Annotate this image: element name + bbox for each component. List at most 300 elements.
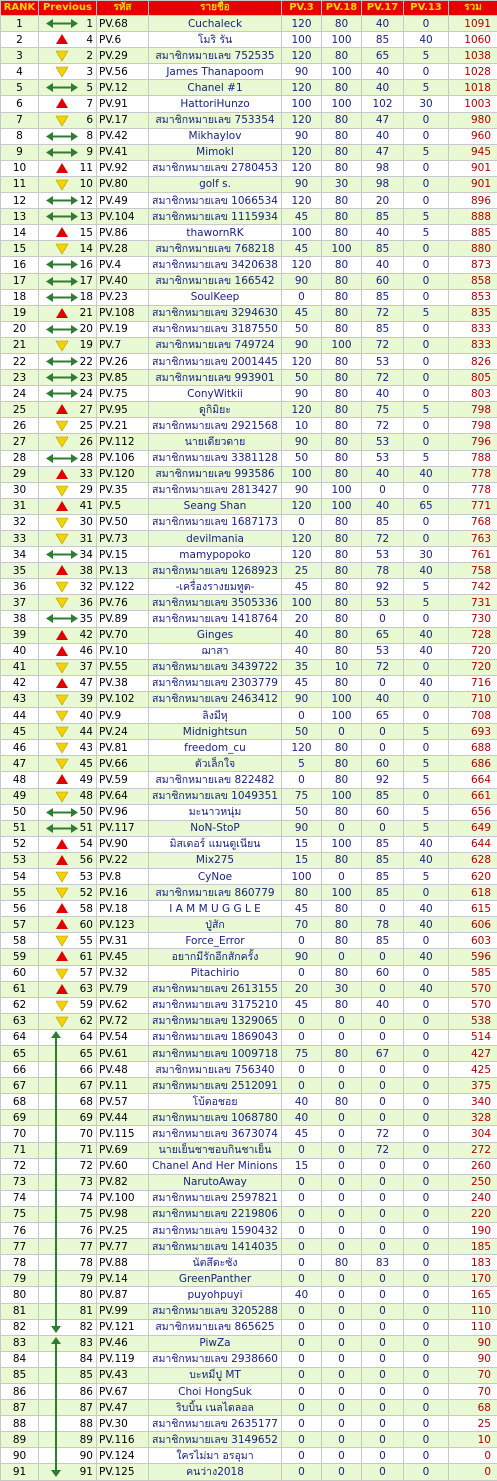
rank-down-arrow-icon: [45, 113, 79, 128]
code-cell: PV.18: [97, 901, 149, 917]
rank-cell: 6: [1, 96, 39, 112]
name-cell: golf s.: [149, 176, 282, 192]
previous-rank: 18: [80, 291, 93, 303]
pv17-cell: 0: [362, 1319, 404, 1335]
name-cell: สมาชิกหมายเลข 860779: [149, 885, 282, 901]
pv13-cell: 40: [404, 981, 449, 997]
rank-down-arrow-icon: [45, 756, 79, 771]
unchanged-span-arrow-icon: [49, 1031, 63, 1333]
pv18-cell: 80: [322, 643, 362, 659]
pv13-cell: 5: [404, 756, 449, 772]
table-row: [1, 482, 497, 498]
previous-cell: [39, 531, 97, 547]
code-cell: PV.6: [97, 32, 149, 48]
rank-same-arrow-icon: [45, 547, 79, 562]
total-cell: 686: [449, 756, 497, 772]
previous-rank: 69: [80, 1112, 93, 1124]
previous-cell: [39, 901, 97, 917]
previous-cell: [39, 804, 97, 820]
table-row: [1, 1239, 497, 1255]
pv13-cell: 5: [404, 450, 449, 466]
pv13-cell: 40: [404, 466, 449, 482]
rank-cell: 16: [1, 257, 39, 273]
total-cell: 427: [449, 1046, 497, 1062]
pv17-cell: 40: [362, 225, 404, 241]
previous-rank: 85: [80, 1369, 93, 1381]
previous-cell: [39, 1078, 97, 1094]
table-row: [1, 756, 497, 772]
code-cell: PV.24: [97, 724, 149, 740]
pv13-cell: 0: [404, 1464, 449, 1480]
total-cell: 716: [449, 675, 497, 691]
code-cell: PV.50: [97, 514, 149, 530]
previous-rank: 9: [86, 146, 93, 158]
pv13-cell: 40: [404, 32, 449, 48]
name-cell: อยากมีรักอีกสักครั้ง: [149, 949, 282, 965]
code-cell: PV.59: [97, 772, 149, 788]
rank-down-arrow-icon: [45, 933, 79, 948]
total-cell: 0: [449, 1448, 497, 1464]
pv17-cell: 40: [362, 257, 404, 273]
pv17-cell: 65: [362, 708, 404, 724]
previous-rank: 3: [86, 66, 93, 78]
pv17-cell: 53: [362, 643, 404, 659]
code-cell: PV.43: [97, 1367, 149, 1383]
previous-cell: [39, 1432, 97, 1448]
previous-cell: [39, 788, 97, 804]
pv3-cell: 0: [282, 1062, 322, 1078]
previous-rank: 29: [80, 484, 93, 496]
rank-down-arrow-icon: [45, 966, 79, 981]
rank-same-arrow-icon: [45, 257, 79, 272]
name-cell: ลิงมีหุ: [149, 708, 282, 724]
pv17-cell: 85: [362, 32, 404, 48]
pv13-cell: 0: [404, 1383, 449, 1399]
table-row: [1, 498, 497, 514]
previous-rank: 35: [80, 613, 93, 625]
previous-rank: 31: [80, 533, 93, 545]
previous-rank: 87: [80, 1402, 93, 1414]
total-cell: 260: [449, 1158, 497, 1174]
total-cell: 585: [449, 965, 497, 981]
table-row: [1, 209, 497, 225]
name-cell: สมาชิกหมายเลข 822482: [149, 772, 282, 788]
pv3-cell: 0: [282, 1351, 322, 1367]
table-row: [1, 32, 497, 48]
rank-cell: 2: [1, 32, 39, 48]
table-row: [1, 1319, 497, 1335]
pv17-cell: 40: [362, 997, 404, 1013]
total-cell: 945: [449, 144, 497, 160]
pv17-cell: 0: [362, 1432, 404, 1448]
previous-cell: [39, 740, 97, 756]
table-row: [1, 965, 497, 981]
table-row: [1, 1255, 497, 1271]
pv13-cell: 0: [404, 1094, 449, 1110]
pv3-cell: 45: [282, 1126, 322, 1142]
pv3-cell: 0: [282, 514, 322, 530]
pv3-cell: 50: [282, 321, 322, 337]
pv3-cell: 45: [282, 579, 322, 595]
previous-cell: [39, 257, 97, 273]
rank-up-arrow-icon: [45, 982, 79, 997]
pv13-cell: 0: [404, 1078, 449, 1094]
pv17-cell: 0: [362, 981, 404, 997]
code-cell: PV.35: [97, 482, 149, 498]
rank-up-arrow-icon: [45, 161, 79, 176]
pv17-cell: 98: [362, 160, 404, 176]
name-cell: สมาชิกหมายเลข 2813427: [149, 482, 282, 498]
pv18-cell: 100: [322, 32, 362, 48]
pv17-cell: 75: [362, 402, 404, 418]
name-cell: มิสเตอร์ แมนดูเนียน: [149, 836, 282, 852]
pv13-cell: 5: [404, 724, 449, 740]
code-cell: PV.112: [97, 434, 149, 450]
pv3-cell: 0: [282, 1078, 322, 1094]
code-cell: PV.46: [97, 1335, 149, 1351]
pv18-cell: 80: [322, 514, 362, 530]
table-row: [1, 1367, 497, 1383]
rank-cell: 8: [1, 128, 39, 144]
table-row: [1, 1271, 497, 1287]
pv17-cell: 0: [362, 820, 404, 836]
code-cell: PV.40: [97, 273, 149, 289]
rank-up-arrow-icon: [45, 467, 79, 482]
previous-rank: 40: [80, 710, 93, 722]
previous-cell: [39, 16, 97, 32]
pv17-cell: 0: [362, 1223, 404, 1239]
col-name: รายชื่อ: [149, 1, 282, 16]
pv18-cell: 0: [322, 1029, 362, 1045]
pv17-cell: 67: [362, 1046, 404, 1062]
pv18-cell: 80: [322, 595, 362, 611]
total-cell: 90: [449, 1351, 497, 1367]
pv13-cell: 0: [404, 933, 449, 949]
previous-cell: [39, 1383, 97, 1399]
previous-rank: 8: [86, 130, 93, 142]
total-cell: 796: [449, 434, 497, 450]
rank-cell: 78: [1, 1255, 39, 1271]
pv17-cell: 40: [362, 80, 404, 96]
pv3-cell: 0: [282, 1448, 322, 1464]
rank-up-arrow-icon: [45, 96, 79, 111]
pv17-cell: 85: [362, 868, 404, 884]
total-cell: 596: [449, 949, 497, 965]
previous-cell: [39, 1190, 97, 1206]
pv17-cell: 40: [362, 498, 404, 514]
pv17-cell: 0: [362, 482, 404, 498]
pv17-cell: 0: [362, 1287, 404, 1303]
rank-down-arrow-icon: [45, 241, 79, 256]
total-cell: 710: [449, 691, 497, 707]
total-cell: 1028: [449, 64, 497, 80]
rank-cell: 15: [1, 241, 39, 257]
rank-same-arrow-icon: [45, 274, 79, 289]
previous-cell: [39, 176, 97, 192]
total-cell: 661: [449, 788, 497, 804]
table-row: [1, 16, 497, 32]
previous-cell: [39, 643, 97, 659]
rank-cell: 49: [1, 788, 39, 804]
pv3-cell: 40: [282, 643, 322, 659]
name-cell: สมาชิกหมายเลข 1418764: [149, 611, 282, 627]
previous-cell: [39, 193, 97, 209]
pv13-cell: 5: [404, 48, 449, 64]
name-cell: devilmania: [149, 531, 282, 547]
previous-cell: [39, 514, 97, 530]
code-cell: PV.31: [97, 933, 149, 949]
code-cell: PV.45: [97, 949, 149, 965]
pv3-cell: 0: [282, 1400, 322, 1416]
table-row: [1, 1158, 497, 1174]
rank-same-arrow-icon: [45, 805, 79, 820]
pv17-cell: 92: [362, 772, 404, 788]
pv18-cell: 80: [322, 1046, 362, 1062]
previous-rank: 73: [80, 1176, 93, 1188]
previous-rank: 83: [80, 1337, 93, 1349]
previous-cell: [39, 659, 97, 675]
previous-rank: 30: [80, 516, 93, 528]
previous-cell: [39, 418, 97, 434]
pv18-cell: 80: [322, 289, 362, 305]
pv17-cell: 0: [362, 1206, 404, 1222]
table-row: [1, 128, 497, 144]
rank-up-arrow-icon: [45, 563, 79, 578]
previous-rank: 28: [80, 452, 93, 464]
pv3-cell: 90: [282, 949, 322, 965]
code-cell: PV.42: [97, 128, 149, 144]
pv3-cell: 50: [282, 450, 322, 466]
total-cell: 688: [449, 740, 497, 756]
previous-cell: [39, 353, 97, 369]
name-cell: โบ้ตอชอย: [149, 1094, 282, 1110]
pv18-cell: 80: [322, 579, 362, 595]
name-cell: Mikhaylov: [149, 128, 282, 144]
table-row: [1, 1174, 497, 1190]
previous-cell: [39, 724, 97, 740]
total-cell: 70: [449, 1367, 497, 1383]
pv13-cell: 0: [404, 788, 449, 804]
pv18-cell: 80: [322, 675, 362, 691]
previous-cell: [39, 144, 97, 160]
pv13-cell: 0: [404, 1400, 449, 1416]
previous-cell: [39, 96, 97, 112]
name-cell: สมาชิกหมายเลข 752535: [149, 48, 282, 64]
previous-rank: 12: [80, 195, 93, 207]
name-cell: ตัวเล็กใจ: [149, 756, 282, 772]
pv13-cell: 0: [404, 337, 449, 353]
pv17-cell: 0: [362, 1367, 404, 1383]
total-cell: 644: [449, 836, 497, 852]
rank-cell: 51: [1, 820, 39, 836]
pv17-cell: 0: [362, 1190, 404, 1206]
table-row: [1, 885, 497, 901]
previous-rank: 79: [80, 1273, 93, 1285]
pv18-cell: 80: [322, 402, 362, 418]
pv17-cell: 72: [362, 305, 404, 321]
pv18-cell: 0: [322, 1448, 362, 1464]
previous-cell: [39, 386, 97, 402]
pv17-cell: 0: [362, 1400, 404, 1416]
total-cell: 664: [449, 772, 497, 788]
pv18-cell: 80: [322, 563, 362, 579]
total-cell: 185: [449, 1239, 497, 1255]
previous-cell: [39, 627, 97, 643]
pv17-cell: 0: [362, 1239, 404, 1255]
pv18-cell: 80: [322, 756, 362, 772]
previous-cell: [39, 1303, 97, 1319]
previous-cell: [39, 756, 97, 772]
previous-cell: [39, 1174, 97, 1190]
previous-cell: [39, 1062, 97, 1078]
total-cell: 68: [449, 1400, 497, 1416]
pv13-cell: 30: [404, 547, 449, 563]
total-cell: 328: [449, 1110, 497, 1126]
rank-same-arrow-icon: [45, 209, 79, 224]
code-cell: PV.10: [97, 643, 149, 659]
name-cell: CyNoe: [149, 868, 282, 884]
col-previous: Previous: [39, 1, 97, 16]
table-row: [1, 1013, 497, 1029]
rank-up-arrow-icon: [45, 628, 79, 643]
pv17-cell: 0: [362, 611, 404, 627]
name-cell: สมาชิกหมายเลข 2597821: [149, 1190, 282, 1206]
previous-rank: 14: [80, 243, 93, 255]
code-cell: PV.125: [97, 1464, 149, 1480]
total-cell: 805: [449, 370, 497, 386]
pv17-cell: 65: [362, 627, 404, 643]
name-cell: สมาชิกหมายเลข 2780453: [149, 160, 282, 176]
pv13-cell: 0: [404, 257, 449, 273]
pv3-cell: 100: [282, 225, 322, 241]
rank-cell: 41: [1, 659, 39, 675]
previous-rank: 33: [80, 468, 93, 480]
name-cell: สมาชิกหมายเลข 768218: [149, 241, 282, 257]
previous-cell: [39, 32, 97, 48]
previous-rank: 32: [80, 581, 93, 593]
name-cell: สมาชิกหมายเลข 3673074: [149, 1126, 282, 1142]
pv18-cell: 80: [322, 933, 362, 949]
rank-same-arrow-icon: [45, 290, 79, 305]
rank-cell: 27: [1, 434, 39, 450]
previous-cell: [39, 1448, 97, 1464]
pv18-cell: 80: [322, 225, 362, 241]
pv13-cell: 65: [404, 498, 449, 514]
table-row: [1, 724, 497, 740]
pv18-cell: 100: [322, 96, 362, 112]
rank-down-arrow-icon: [45, 48, 79, 63]
total-cell: 110: [449, 1303, 497, 1319]
pv13-cell: 40: [404, 643, 449, 659]
previous-rank: 75: [80, 1208, 93, 1220]
pv3-cell: 90: [282, 337, 322, 353]
rank-cell: 53: [1, 852, 39, 868]
previous-cell: [39, 1400, 97, 1416]
total-cell: 615: [449, 901, 497, 917]
pv17-cell: 0: [362, 1351, 404, 1367]
name-cell: สมาชิกหมายเลข 1329065: [149, 1013, 282, 1029]
table-row: [1, 579, 497, 595]
pv18-cell: 0: [322, 1287, 362, 1303]
pv3-cell: 75: [282, 1046, 322, 1062]
code-cell: PV.100: [97, 1190, 149, 1206]
col-pv3: PV.3: [282, 1, 322, 16]
name-cell: สมาชิกหมายเลข 2938660: [149, 1351, 282, 1367]
total-cell: 778: [449, 466, 497, 482]
table-row: [1, 659, 497, 675]
pv13-cell: 0: [404, 1174, 449, 1190]
total-cell: 833: [449, 321, 497, 337]
previous-rank: 25: [80, 420, 93, 432]
code-cell: PV.106: [97, 450, 149, 466]
pv18-cell: 0: [322, 1190, 362, 1206]
pv18-cell: 100: [322, 64, 362, 80]
total-cell: 980: [449, 112, 497, 128]
name-cell: มะนาวหนุ่ม: [149, 804, 282, 820]
previous-rank: 66: [80, 1064, 93, 1076]
pv3-cell: 45: [282, 675, 322, 691]
rank-cell: 75: [1, 1206, 39, 1222]
previous-cell: [39, 997, 97, 1013]
pv18-cell: 80: [322, 1094, 362, 1110]
rank-cell: 67: [1, 1078, 39, 1094]
rank-down-arrow-icon: [45, 64, 79, 79]
pv13-cell: 0: [404, 1303, 449, 1319]
total-cell: 901: [449, 176, 497, 192]
name-cell: NarutoAway: [149, 1174, 282, 1190]
rank-cell: 81: [1, 1303, 39, 1319]
rank-cell: 35: [1, 563, 39, 579]
pv17-cell: 0: [362, 1271, 404, 1287]
code-cell: PV.117: [97, 820, 149, 836]
previous-cell: [39, 708, 97, 724]
rank-cell: 26: [1, 418, 39, 434]
pv18-cell: 0: [322, 1078, 362, 1094]
pv13-cell: 0: [404, 160, 449, 176]
pv3-cell: 45: [282, 901, 322, 917]
pv18-cell: 80: [322, 466, 362, 482]
previous-cell: [39, 868, 97, 884]
previous-rank: 34: [80, 549, 93, 561]
name-cell: สมาชิกหมายเลข 3205288: [149, 1303, 282, 1319]
pv17-cell: 72: [362, 370, 404, 386]
table-row: [1, 144, 497, 160]
rank-down-arrow-icon: [45, 515, 79, 530]
name-cell: NoN-StoP: [149, 820, 282, 836]
pv3-cell: 0: [282, 1416, 322, 1432]
pv3-cell: 20: [282, 611, 322, 627]
pv13-cell: 0: [404, 1029, 449, 1045]
code-cell: PV.28: [97, 241, 149, 257]
total-cell: 708: [449, 708, 497, 724]
rank-down-arrow-icon: [45, 789, 79, 804]
table-row: [1, 402, 497, 418]
previous-rank: 60: [80, 919, 93, 931]
previous-rank: 44: [80, 726, 93, 738]
previous-cell: [39, 981, 97, 997]
name-cell: ดูกิมิยะ: [149, 402, 282, 418]
total-cell: 304: [449, 1126, 497, 1142]
previous-rank: 19: [80, 339, 93, 351]
pv3-cell: 0: [282, 1223, 322, 1239]
pv17-cell: 60: [362, 965, 404, 981]
table-row: [1, 193, 497, 209]
pv18-cell: 100: [322, 498, 362, 514]
pv18-cell: 100: [322, 482, 362, 498]
rank-cell: 76: [1, 1223, 39, 1239]
pv13-cell: 0: [404, 531, 449, 547]
pv13-cell: 0: [404, 176, 449, 192]
